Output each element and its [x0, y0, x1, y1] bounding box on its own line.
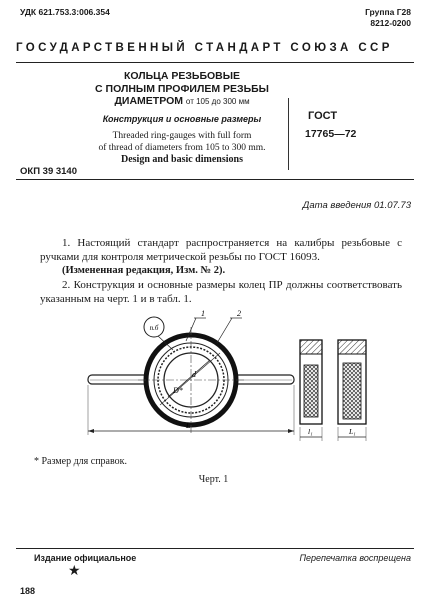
right-handle	[232, 375, 294, 384]
star-icon: ★	[68, 563, 81, 579]
footer-rule	[16, 548, 414, 549]
figure-caption: Черт. 1	[198, 474, 229, 485]
title-line-1: КОЛЬЦА РЕЗЬБОВЫЕ	[123, 70, 241, 82]
paragraph-2: 2. Конструкция и основные размеры колец ПР должны соответствовать указанным на черт. 1 и в табл. 1.	[40, 279, 402, 305]
paragraph-1: 1. Настоящий стандарт распространяется на калибры резьбовые с ручками для контроля метрической резьбы по ГОСТ 16093.	[40, 237, 402, 263]
label-L1: L₁	[349, 427, 356, 436]
okp-code: ОКП 39 3140	[20, 166, 77, 177]
top-rule	[16, 62, 414, 63]
label-L: L	[186, 421, 191, 430]
title-en-line-2: of thread of diameters from 105 to 300 mm.	[98, 142, 266, 153]
gost-number: 17765—72	[305, 128, 357, 140]
group-code	[365, 7, 411, 29]
title-block	[90, 70, 274, 167]
label-d: d	[192, 370, 196, 379]
footnote: * Размер для справок.	[34, 456, 127, 467]
reprint-prohibited: Перепечатка воспрещена	[299, 553, 411, 563]
callout-1: 1	[201, 309, 205, 318]
label-D: D*	[173, 386, 183, 395]
introduction-date: Дата введения 01.07.73	[302, 200, 411, 211]
page-number: 188	[20, 586, 36, 596]
official-edition: Издание официальное	[34, 553, 137, 563]
section-view-1	[300, 340, 322, 441]
gost-label: ГОСТ	[308, 110, 338, 122]
label-l1: l₁	[308, 427, 313, 436]
left-handle	[88, 375, 150, 384]
subtitle-ru: Конструкция и основные размеры	[102, 113, 262, 124]
title-en-line-3: Design and basic dimensions	[121, 154, 243, 165]
technical-drawing	[60, 305, 390, 455]
title-line-2: С ПОЛНЫМ ПРОФИЛЕМ РЕЗЬБЫ	[95, 82, 269, 95]
ring-gauge-front-view	[88, 327, 294, 433]
state-standard-banner: ГОСУДАРСТВЕННЫЙ СТАНДАРТ СОЮЗА ССР	[16, 42, 393, 54]
title-line-3-main: ДИАМЕТРОМ	[114, 95, 183, 107]
section-view-2	[338, 340, 366, 441]
title-divider	[288, 98, 289, 170]
callout-2: 2	[237, 309, 241, 318]
callout-nb: п.б	[149, 324, 159, 332]
paragraph-1-edition: (Измененная редакция, Изм. № 2).	[62, 265, 226, 276]
title-line-3	[90, 95, 274, 109]
okp-rule	[16, 179, 414, 180]
title-en-line-1: Threaded ring-gauges with full form	[112, 131, 252, 141]
group-line-1: Группа Г28	[365, 7, 411, 17]
body-text	[40, 236, 402, 306]
udk-code: УДК 621.753.3:006.354	[20, 7, 110, 17]
group-line-2: 8212-0200	[370, 18, 411, 28]
title-line-3-range: от 105 до 300 мм	[185, 97, 250, 106]
